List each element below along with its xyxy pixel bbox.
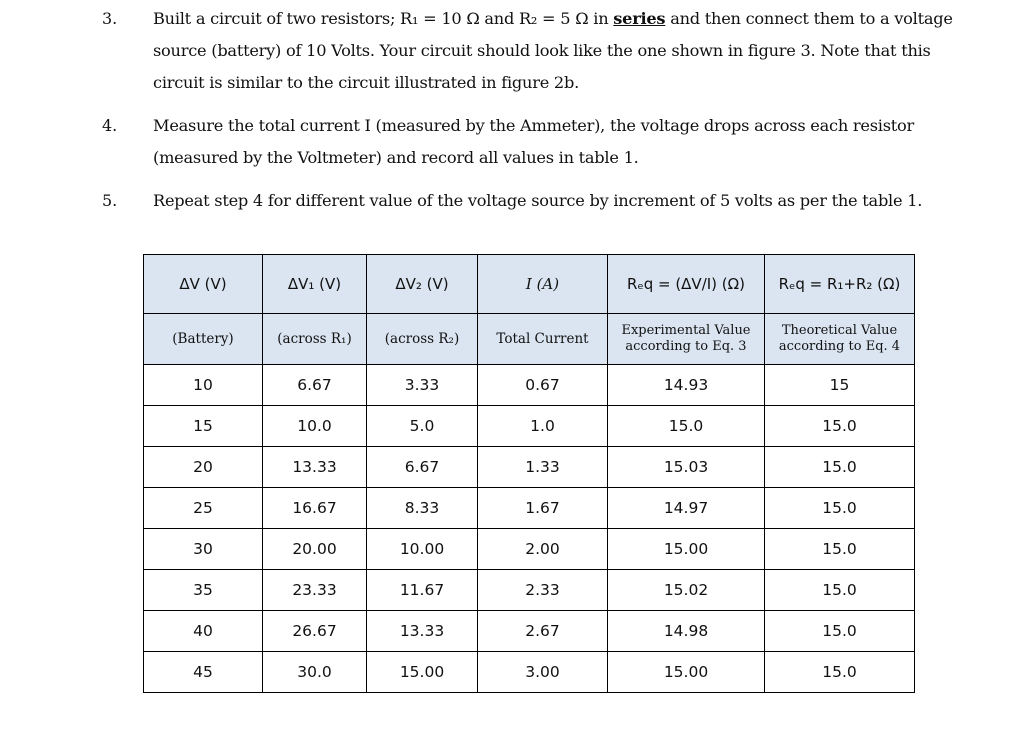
- header-cell: ΔV₁ (V): [263, 255, 367, 314]
- header-row-descriptions: [144, 314, 915, 365]
- text-run: Built a circuit of two resistors; R₁ = 10 Ω and R₂ = 5 Ω in: [153, 9, 614, 28]
- emphasis-series: series: [613, 9, 666, 28]
- table-cell: 15: [144, 406, 263, 447]
- table-cell: 15.0: [765, 488, 915, 529]
- table-cell: 20.00: [263, 529, 367, 570]
- header-cell: Rₑq = R₁+R₂ (Ω): [765, 255, 915, 314]
- header-cell: I (A): [478, 255, 608, 314]
- table-row: [144, 529, 915, 570]
- table-cell: 3.33: [367, 365, 478, 406]
- table-row: [144, 570, 915, 611]
- step-number: 4.: [102, 116, 118, 135]
- step-number: 3.: [102, 9, 118, 28]
- step-text: [153, 110, 943, 174]
- table-cell: 8.33: [367, 488, 478, 529]
- table-cell: 30: [144, 529, 263, 570]
- table-cell: 5.0: [367, 406, 478, 447]
- table-cell: 10.0: [263, 406, 367, 447]
- results-table: [143, 254, 915, 693]
- table-cell: 3.00: [478, 652, 608, 693]
- table-cell: 14.98: [608, 611, 765, 652]
- table-cell: 14.93: [608, 365, 765, 406]
- table-cell: 15.0: [765, 529, 915, 570]
- table-cell: 15.0: [608, 406, 765, 447]
- table-cell: 23.33: [263, 570, 367, 611]
- table-row: [144, 365, 915, 406]
- table-cell: 10: [144, 365, 263, 406]
- step-line: Measure the total current I (measured by the Ammeter), the voltage drops across each resistor: [153, 116, 915, 135]
- step-line: source (battery) of 10 Volts. Your circuit should look like the one shown in figure 3. Note that this: [153, 41, 931, 60]
- header-cell: Rₑq = (ΔV/I) (Ω): [608, 255, 765, 314]
- table-cell: 15.00: [608, 652, 765, 693]
- table-cell: 26.67: [263, 611, 367, 652]
- header-cell: Total Current: [478, 314, 608, 365]
- table-cell: 35: [144, 570, 263, 611]
- header-cell: ΔV₂ (V): [367, 255, 478, 314]
- step-text: [153, 3, 953, 99]
- table-cell: 2.33: [478, 570, 608, 611]
- table-cell: 10.00: [367, 529, 478, 570]
- table-cell: 15.00: [367, 652, 478, 693]
- table-cell: 15: [765, 365, 915, 406]
- table-cell: 2.00: [478, 529, 608, 570]
- table-cell: 25: [144, 488, 263, 529]
- table-cell: 40: [144, 611, 263, 652]
- table-row: [144, 488, 915, 529]
- table-cell: 6.67: [263, 365, 367, 406]
- table-cell: 15.0: [765, 611, 915, 652]
- table-cell: 16.67: [263, 488, 367, 529]
- table-row: [144, 447, 915, 488]
- table-cell: 15.0: [765, 447, 915, 488]
- table-cell: 11.67: [367, 570, 478, 611]
- header-cell: ΔV (V): [144, 255, 263, 314]
- text-run: and then connect them to a voltage: [665, 9, 953, 28]
- step-line: Repeat step 4 for different value of the voltage source by increment of 5 volts as per the table 1.: [153, 191, 923, 210]
- table-row: [144, 406, 915, 447]
- table-cell: 13.33: [367, 611, 478, 652]
- table-row: [144, 652, 915, 693]
- table-cell: 1.33: [478, 447, 608, 488]
- step-text: [153, 185, 943, 217]
- table-cell: 1.0: [478, 406, 608, 447]
- table-cell: 15.02: [608, 570, 765, 611]
- table-cell: 15.03: [608, 447, 765, 488]
- step-line: [153, 3, 953, 35]
- table-cell: 1.67: [478, 488, 608, 529]
- header-cell: (across R₁): [263, 314, 367, 365]
- table-cell: 15.00: [608, 529, 765, 570]
- table-cell: 45: [144, 652, 263, 693]
- table-cell: 14.97: [608, 488, 765, 529]
- table-cell: 15.0: [765, 652, 915, 693]
- table-body: [144, 365, 915, 693]
- table-cell: 2.67: [478, 611, 608, 652]
- table-cell: 0.67: [478, 365, 608, 406]
- step-line: (measured by the Voltmeter) and record all values in table 1.: [153, 148, 639, 167]
- header-cell: (Battery): [144, 314, 263, 365]
- header-cell: Theoretical Value according to Eq. 4: [765, 314, 915, 365]
- step-number: 5.: [102, 191, 118, 210]
- table-row: [144, 611, 915, 652]
- header-cell: (across R₂): [367, 314, 478, 365]
- table-cell: 30.0: [263, 652, 367, 693]
- step-line: circuit is similar to the circuit illustrated in figure 2b.: [153, 73, 579, 92]
- table-cell: 15.0: [765, 406, 915, 447]
- table-cell: 13.33: [263, 447, 367, 488]
- table-cell: 20: [144, 447, 263, 488]
- table-cell: 6.67: [367, 447, 478, 488]
- header-row-quantities: [144, 255, 915, 314]
- table-cell: 15.0: [765, 570, 915, 611]
- header-cell: Experimental Value according to Eq. 3: [608, 314, 765, 365]
